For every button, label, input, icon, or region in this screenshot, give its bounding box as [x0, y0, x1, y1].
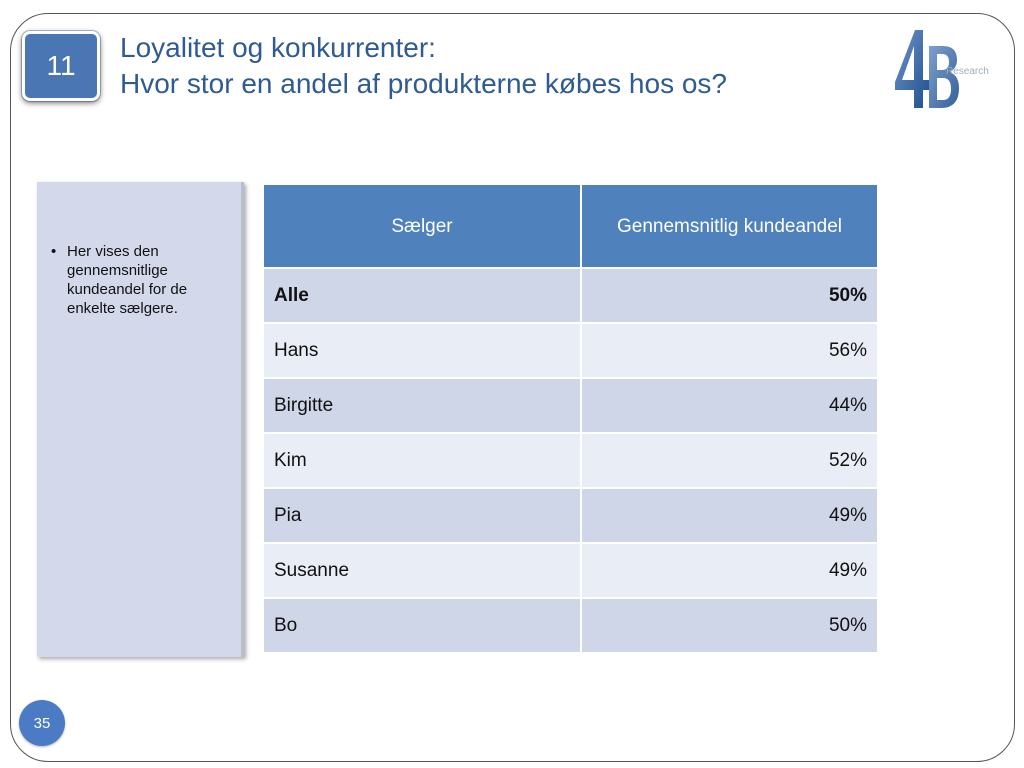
table-row: [263, 598, 878, 653]
table-row: [263, 268, 878, 323]
seller-name: Susanne: [263, 543, 581, 598]
seller-name: Alle: [263, 268, 581, 323]
table-header-row: [263, 184, 878, 268]
seller-name: Kim: [263, 433, 581, 488]
bullet-icon: •: [51, 243, 57, 260]
table-row: [263, 378, 878, 433]
seller-share: 52%: [581, 433, 878, 488]
title-line-2: Hvor stor en andel af produkterne købes hos os?: [120, 68, 728, 99]
page-number-badge: 35: [19, 700, 65, 746]
seller-name: Pia: [263, 488, 581, 543]
header-average-share: Gennemsnitlig kundeandel: [581, 184, 878, 268]
seller-name: Birgitte: [263, 378, 581, 433]
seller-share: 49%: [581, 543, 878, 598]
seller-share: 50%: [581, 598, 878, 653]
header-seller: Sælger: [263, 184, 581, 268]
section-number-badge: 11: [22, 31, 100, 101]
note-text: Her vises den gennemsnitlige kundeandel for de enkelte sælgere.: [67, 243, 188, 317]
customer-share-table: [262, 183, 879, 654]
seller-share: 50%: [581, 268, 878, 323]
seller-share: 44%: [581, 378, 878, 433]
seller-share: 49%: [581, 488, 878, 543]
seller-name: Bo: [263, 598, 581, 653]
seller-name: Hans: [263, 323, 581, 378]
table-row: [263, 488, 878, 543]
table-row: [263, 433, 878, 488]
table-row: [263, 323, 878, 378]
table-row: [263, 543, 878, 598]
seller-share: 56%: [581, 323, 878, 378]
sidebar-note: [37, 182, 244, 657]
note-item: [47, 242, 225, 318]
slide-title: [120, 30, 727, 102]
title-line-1: Loyalitet og konkurrenter:: [120, 32, 436, 63]
logo-research-text: Research: [946, 66, 989, 77]
note-list: [47, 242, 225, 318]
